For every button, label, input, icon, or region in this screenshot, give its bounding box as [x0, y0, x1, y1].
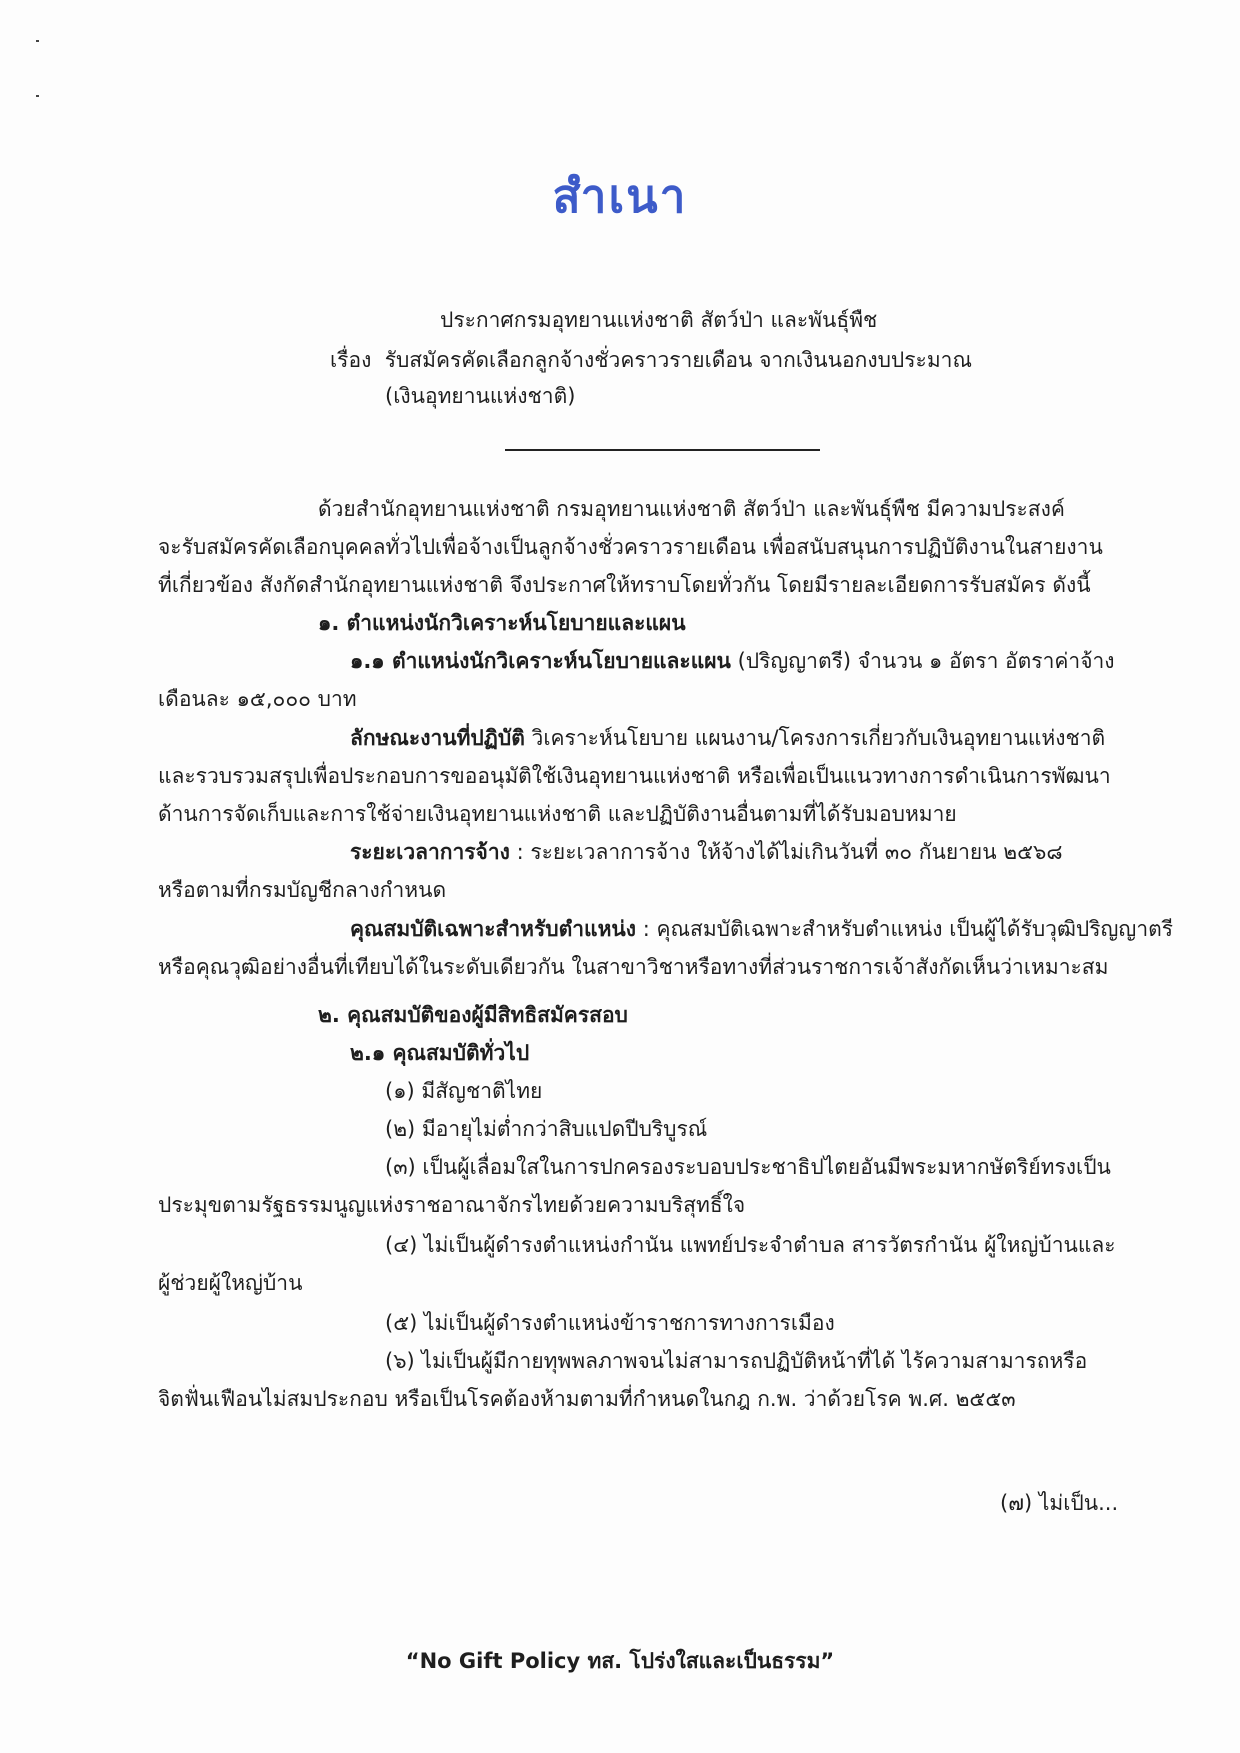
position-title: ๑.๑ ตำแหน่งนักวิเคราะห์นโยบายและแผน [350, 649, 731, 673]
requirement-5: (๕) ไม่เป็นผู้ดำรงตำแหน่งข้าราชการทางการเมือง [385, 1311, 835, 1335]
qualification-line-1 [350, 914, 1173, 944]
position-line [350, 646, 1115, 676]
intro-line-3: ที่เกี่ยวข้อง สังกัดสำนักอุทยานแห่งชาติ จึงประกาศให้ทราบโดยทั่วกัน โดยมีรายละเอียดการรับสมัคร ดังนี้ [158, 573, 1091, 597]
requirement-6-line-2: จิตฟั่นเฟือนไม่สมประกอบ หรือเป็นโรคต้องห้ามตามที่กำหนดในกฎ ก.พ. ว่าด้วยโรค พ.ศ. ๒๕๕๓ [158, 1387, 1016, 1411]
period-line-1 [350, 837, 1063, 867]
footer-slogan: “No Gift Policy ทส. โปร่งใสและเป็นธรรม” [405, 1649, 835, 1673]
section-2-heading: ๒. คุณสมบัติของผู้มีสิทธิสมัครสอบ [318, 1003, 628, 1027]
section-2-1-heading: ๒.๑ คุณสมบัติทั่วไป [350, 1041, 530, 1065]
section-1-heading: ๑. ตำแหน่งนักวิเคราะห์นโยบายและแผน [318, 611, 686, 635]
requirement-1: (๑) มีสัญชาติไทย [385, 1079, 543, 1103]
subject-line [330, 345, 972, 375]
duty-label: ลักษณะงานที่ปฏิบัติ [350, 726, 525, 750]
salary-line: เดือนละ ๑๕,๐๐๐ บาท [158, 687, 357, 711]
period-text: : ระยะเวลาการจ้าง ให้จ้างได้ไม่เกินวันที่ ๓๐ กันยายน ๒๕๖๘ [516, 840, 1063, 864]
period-label: ระยะเวลาการจ้าง [350, 840, 510, 864]
duty-line-1 [350, 723, 1105, 753]
qualification-text: : คุณสมบัติเฉพาะสำหรับตำแหน่ง เป็นผู้ได้รับวุฒิปริญญาตรี [642, 917, 1174, 941]
scan-mark [36, 40, 39, 42]
subject-continuation: (เงินอุทยานแห่งชาติ) [385, 384, 576, 408]
position-detail: (ปริญญาตรี) จำนวน ๑ อัตรา อัตราค่าจ้าง [737, 649, 1115, 673]
qualification-label: คุณสมบัติเฉพาะสำหรับตำแหน่ง [350, 917, 637, 941]
intro-line-2: จะรับสมัครคัดเลือกบุคคลทั่วไปเพื่อจ้างเป็นลูกจ้างชั่วคราวรายเดือน เพื่อสนับสนุนการปฏิบัติงานในสายงาน [158, 535, 1103, 559]
qualification-line-2: หรือคุณวุฒิอย่างอื่นที่เทียบได้ในระดับเดียวกัน ในสาขาวิชาหรือทางที่ส่วนราชการเจ้าสังกัดเห็นว่าเหมาะสม [158, 955, 1109, 979]
requirement-2: (๒) มีอายุไม่ต่ำกว่าสิบแปดปีบริบูรณ์ [385, 1117, 708, 1141]
divider [505, 449, 820, 451]
period-line-2: หรือตามที่กรมบัญชีกลางกำหนด [158, 878, 447, 902]
requirement-6-line-1: (๖) ไม่เป็นผู้มีกายทุพพลภาพจนไม่สามารถปฏิบัติหน้าที่ได้ ไร้ความสามารถหรือ [385, 1349, 1088, 1373]
continuation-marker: (๗) ไม่เป็น... [1000, 1491, 1119, 1515]
requirement-3-line-1: (๓) เป็นผู้เลื่อมใสในการปกครองระบอบประชาธิปไตยอันมีพระมหากษัตริย์ทรงเป็น [385, 1155, 1111, 1179]
announcement-title: ประกาศกรมอุทยานแห่งชาติ สัตว์ป่า และพันธุ์พืช [440, 308, 878, 332]
intro-line-1: ด้วยสำนักอุทยานแห่งชาติ กรมอุทยานแห่งชาติ สัตว์ป่า และพันธุ์พืช มีความประสงค์ [318, 497, 1065, 521]
scan-mark [36, 95, 39, 97]
duty-text: วิเคราะห์นโยบาย แผนงาน/โครงการเกี่ยวกับเงินอุทยานแห่งชาติ [531, 726, 1106, 750]
requirement-3-line-2: ประมุขตามรัฐธรรมนูญแห่งราชอาณาจักรไทยด้วยความบริสุทธิ์ใจ [158, 1193, 746, 1217]
subject-text: รับสมัครคัดเลือกลูกจ้างชั่วคราวรายเดือน จากเงินนอกงบประมาณ [384, 348, 972, 372]
copy-stamp: สำเนา [552, 169, 688, 223]
requirement-4-line-1: (๔) ไม่เป็นผู้ดำรงตำแหน่งกำนัน แพทย์ประจำตำบล สารวัตรกำนัน ผู้ใหญ่บ้านและ [385, 1233, 1116, 1257]
requirement-4-line-2: ผู้ช่วยผู้ใหญ่บ้าน [158, 1271, 303, 1295]
duty-line-2: และรวบรวมสรุปเพื่อประกอบการขออนุมัติใช้เงินอุทยานแห่งชาติ หรือเพื่อเป็นแนวทางการดำเนินการพัฒนา [158, 764, 1111, 788]
duty-line-3: ด้านการจัดเก็บและการใช้จ่ายเงินอุทยานแห่งชาติ และปฏิบัติงานอื่นตามที่ได้รับมอบหมาย [158, 802, 957, 826]
subject-label: เรื่อง [330, 348, 372, 372]
